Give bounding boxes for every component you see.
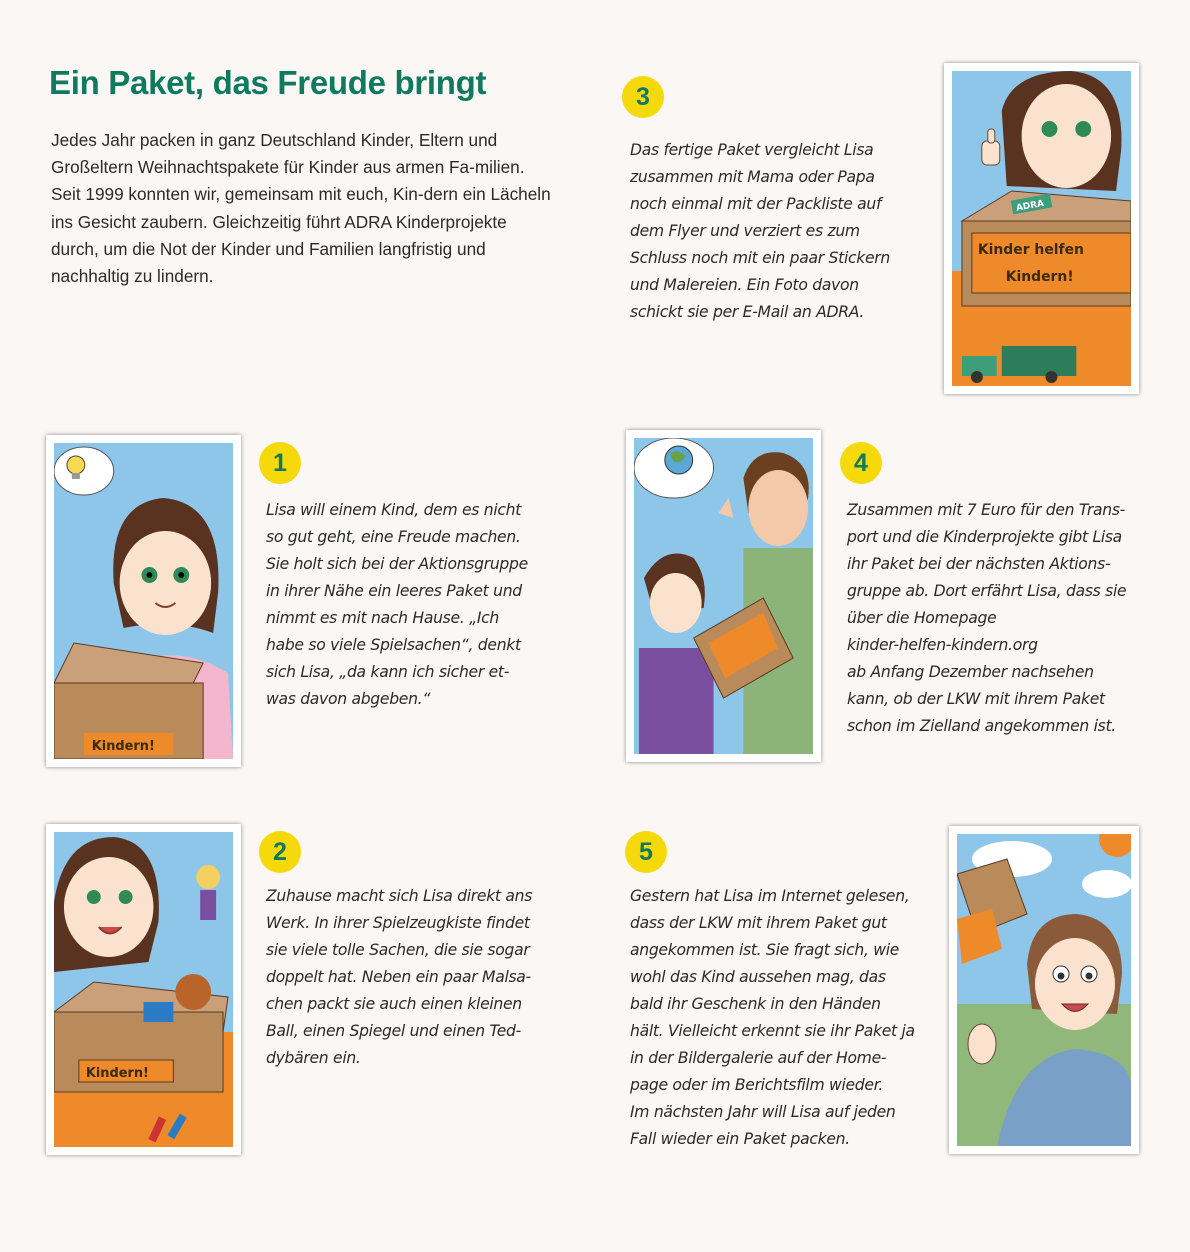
step-4-text: Zusammen mit 7 Euro für den Trans- port und die Kinderprojekte gibt Lisa ihr Paket bei der nächsten Aktions- gruppe ab. Dort erfährt Lisa, dass sie über die Homepage kinder-helfen-kindern.org ab Anfang Dezember nachsehen kann, ob der LKW mit ihrem Paket schon im Zielland angekommen ist.: [847, 501, 1127, 735]
step-3-badge: 3: [622, 76, 664, 118]
step-1-illustration: [46, 435, 241, 767]
globe-icon: [665, 446, 693, 474]
box-label: Kindern!: [85, 1065, 149, 1082]
step-5-text: Gestern hat Lisa im Internet gelesen, dass der LKW mit ihrem Paket gut angekommen ist. Sie fragt sich, wie wohl das Kind aussehen mag, das bald ihr Geschenk in den Händen hält. Vielleicht erkennt sie ihr Paket ja in der Bildergalerie auf der Home- page oder im Berichtsfilm wieder. Im nächsten Jahr will Lisa auf jeden Fall wieder ein Paket packen.: [630, 887, 915, 1148]
box-label-2: Kindern!: [1005, 268, 1074, 286]
box-label-1: Kinder helfen: [977, 241, 1084, 259]
step-1-badge: 1: [259, 442, 301, 484]
page-title: Ein Paket, das Freude bringt: [49, 64, 487, 101]
step-1-text: Lisa will einem Kind, dem es nicht so gut geht, eine Freude machen. Sie holt sich bei der Aktionsgruppe in ihrer Nähe ein leeres Paket und nimmt es mit nach Hause. „Ich habe so viele Spielsachen“, denkt sich Lisa, „da kann ich sicher et- was davon abgeben.“: [266, 501, 528, 708]
step-4-badge: 4: [840, 442, 882, 484]
step-3-illustration: [944, 63, 1139, 394]
box-label: Kindern!: [91, 738, 155, 755]
step-2-badge: 2: [259, 831, 301, 873]
tape-label: ADRA: [1015, 198, 1045, 214]
step-5-illustration: [949, 826, 1139, 1154]
step-5-badge: 5: [625, 831, 667, 873]
waving-hand-icon: [968, 1024, 996, 1064]
step-4-illustration: [626, 430, 821, 762]
step-2-text: Zuhause macht sich Lisa direkt ans Werk. In ihrer Spielzeugkiste findet sie viele tolle Sachen, die sie sogar doppelt hat. Neben ein paar Malsa- chen packt sie auch einen kleinen Ball, einen Spiegel und einen Ted- dybären ein.: [266, 887, 533, 1067]
step-2-illustration: [46, 824, 241, 1155]
step-3-text: Das fertige Paket vergleicht Lisa zusammen mit Mama oder Papa noch einmal mit der Packliste auf dem Flyer und verziert es zum Schluss noch mit ein paar Stickern und Malereien. Ein Foto davon schickt sie per E-Mail an ADRA.: [630, 141, 890, 321]
intro-paragraph: Jedes Jahr packen in ganz Deutschland Kinder, Eltern und Großeltern Weihnachtspakete für Kinder aus armen Fa-milien. Seit 1999 konnten wir, gemeinsam mit euch, Kin-dern ein Lächeln ins Gesicht zaubern. Gleichzeitig führt ADRA Kinderprojekte durch, um die Not der Kinder und Familien langfristig und nachhaltig zu lindern.: [51, 130, 551, 287]
